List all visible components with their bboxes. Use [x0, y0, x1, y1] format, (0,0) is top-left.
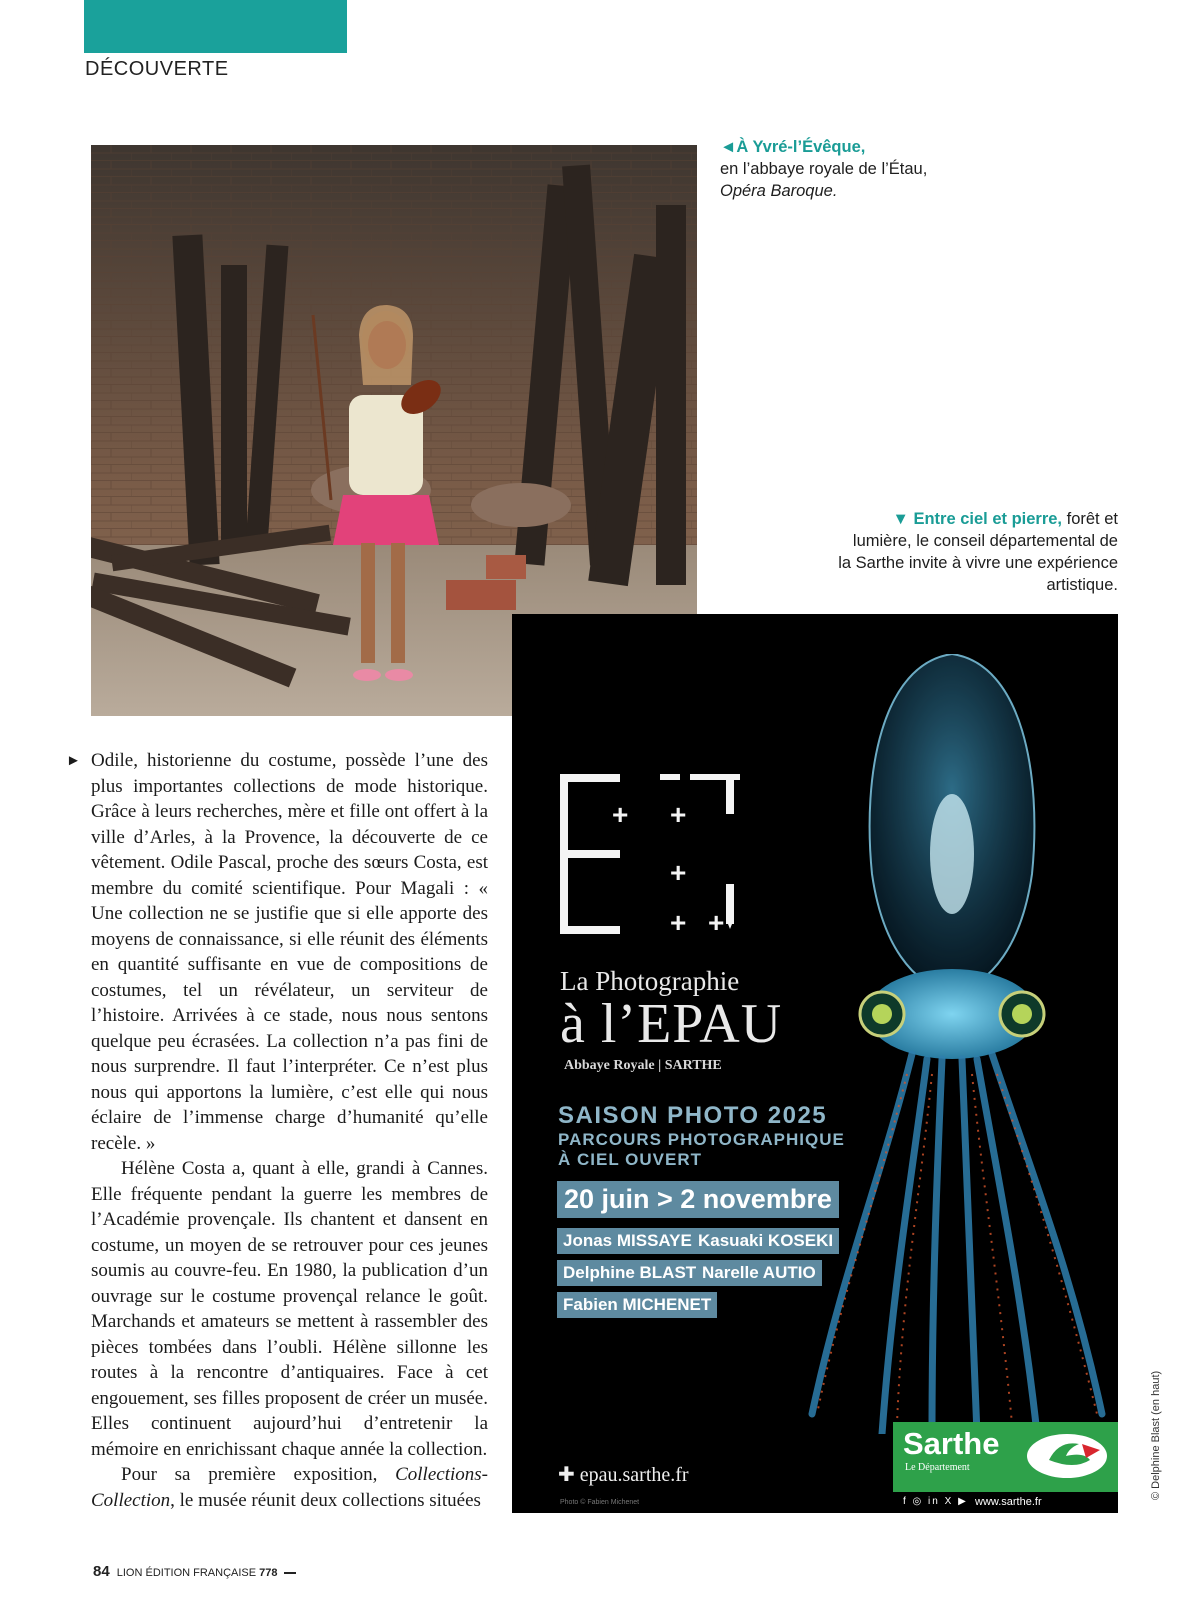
- epau-poster: [512, 614, 1118, 1513]
- page-footer: [93, 1563, 296, 1580]
- caption-ciel-rest: forêt et lumière, le conseil départemental de la Sarthe invite à vivre une expérience artistique.: [838, 510, 1118, 594]
- poster-website: ✚ epau.sarthe.fr: [558, 1464, 689, 1486]
- svg-text:+: +: [670, 857, 687, 888]
- svg-text:+: +: [670, 799, 687, 830]
- sarthe-footer: [893, 1492, 1118, 1513]
- caption-ciel-pierre: [838, 508, 1118, 596]
- poster-subtitle: Abbaye Royale | SARTHE: [564, 1058, 722, 1073]
- footer-dash: [284, 1572, 296, 1574]
- poster-season: SAISON PHOTO 2025: [558, 1102, 828, 1129]
- poster-dates: 20 juin > 2 novembre: [557, 1181, 839, 1218]
- paragraph-2: Hélène Costa a, quant à elle, grandi à Cannes. Elle fréquente pendant la guerre les membres de l’Académie provençale. Ils chantent et dansent en costume, un moyen de se retrouver pour ces jeunes soumis au couvre-feu. En 1980, la publication d’un ouvrage sur le costume provençal relance le goût. Marchands et amateurs se mettent à rassembler des pièces tombées dans l’oubli. Hélène sillonne les routes à la rencontre d’antiquaires. Face à cet engouement, ses filles proposent de créer un musée. Elles continuent aujourd’hui d’entretenir la mémoire en enrichissant chaque année la collection.: [91, 1158, 488, 1460]
- caption-yvre: [720, 136, 960, 202]
- bullet-arrow-icon: ►: [66, 752, 81, 769]
- section-color-bar: [84, 0, 347, 53]
- paragraph-3: [91, 1462, 488, 1513]
- article-body: [91, 748, 488, 1513]
- photographer-chip: Fabien MICHENET: [557, 1292, 717, 1318]
- caption-arrow-down-icon: ▼: [892, 510, 909, 528]
- poster-parcours: PARCOURS PHOTOGRAPHIQUE À CIEL OUVERT: [558, 1130, 845, 1169]
- svg-text:+: +: [708, 907, 725, 938]
- poster-title-line1: La Photographie: [560, 966, 740, 996]
- squid-photo: [802, 654, 1112, 1434]
- magazine-name: LION ÉDITION FRANÇAISE: [116, 1567, 257, 1579]
- section-label: DÉCOUVERTE: [85, 58, 229, 80]
- caption-yvre-head: À Yvré-l’Évêque,: [736, 138, 866, 156]
- photo-credit: © Delphine Blast (en haut): [1150, 1370, 1162, 1500]
- issue-number: 778: [259, 1567, 278, 1579]
- sarthe-emblem-icon: [1024, 1430, 1110, 1482]
- paragraph-3-title: Collections-Collection: [91, 1464, 488, 1511]
- caption-yvre-line2: en l’abbaye royale de l’Étau,: [720, 160, 928, 178]
- page-number: 84: [93, 1563, 110, 1580]
- sarthe-logo-block: [893, 1422, 1118, 1492]
- social-icons: f ◎ in X ▶: [903, 1496, 968, 1507]
- photographer-chip: Delphine BLAST: [557, 1260, 702, 1286]
- caption-arrow-left-icon: ◄: [720, 138, 737, 156]
- poster-photo-credit: Photo © Fabien Michenet: [560, 1499, 640, 1506]
- sarthe-name: Sarthe: [903, 1426, 1000, 1461]
- svg-text:+: +: [612, 799, 629, 830]
- epau-logo: [560, 764, 750, 954]
- photographer-chip: Kasuaki KOSEKI: [692, 1228, 839, 1254]
- poster-title-line2: à l’EPAU: [560, 993, 783, 1055]
- paragraph-3-end: , le musée réunit deux collections situées: [170, 1489, 481, 1511]
- sarthe-subtitle: Le Département: [905, 1462, 970, 1473]
- paragraph-1: Odile, historienne du costume, possède l’une des plus importantes collections de mode historique. Grâce à leurs recherches, mère et fille ont offert à la ville d’Arles, à la Provence, la découverte de ce vêtement. Odile Pascal, proche des sœurs Costa, est membre du comité scientifique. Pour Magali : « Une collection ne se justifie que si elle apporte des moyens de connaissance, si elle réunit des éléments en quantité suffisante en vue de compositions de costumes, tel un révélateur, un serviteur de l’histoire. Arrivées à ce stade, nous nous sentons quelque peu écrasées. La collection n’a pas fini de nous surprendre. Il faut l’interpréter. Ce n’est plus nous qui apportons la lumière, c’est elle qui nous éclaire de l’immense charge d’humanité qu’elle recèle. »: [91, 750, 488, 1154]
- sarthe-website: www.sarthe.fr: [975, 1496, 1042, 1508]
- photographer-chip: Narelle AUTIO: [696, 1260, 822, 1286]
- photographer-chip: Jonas MISSAYE: [557, 1228, 698, 1254]
- svg-text:+: +: [670, 907, 687, 938]
- paragraph-3-start: Pour sa première exposition,: [121, 1464, 396, 1485]
- caption-yvre-line3: Opéra Baroque.: [720, 182, 838, 200]
- caption-ciel-head: Entre ciel et pierre,: [913, 510, 1063, 528]
